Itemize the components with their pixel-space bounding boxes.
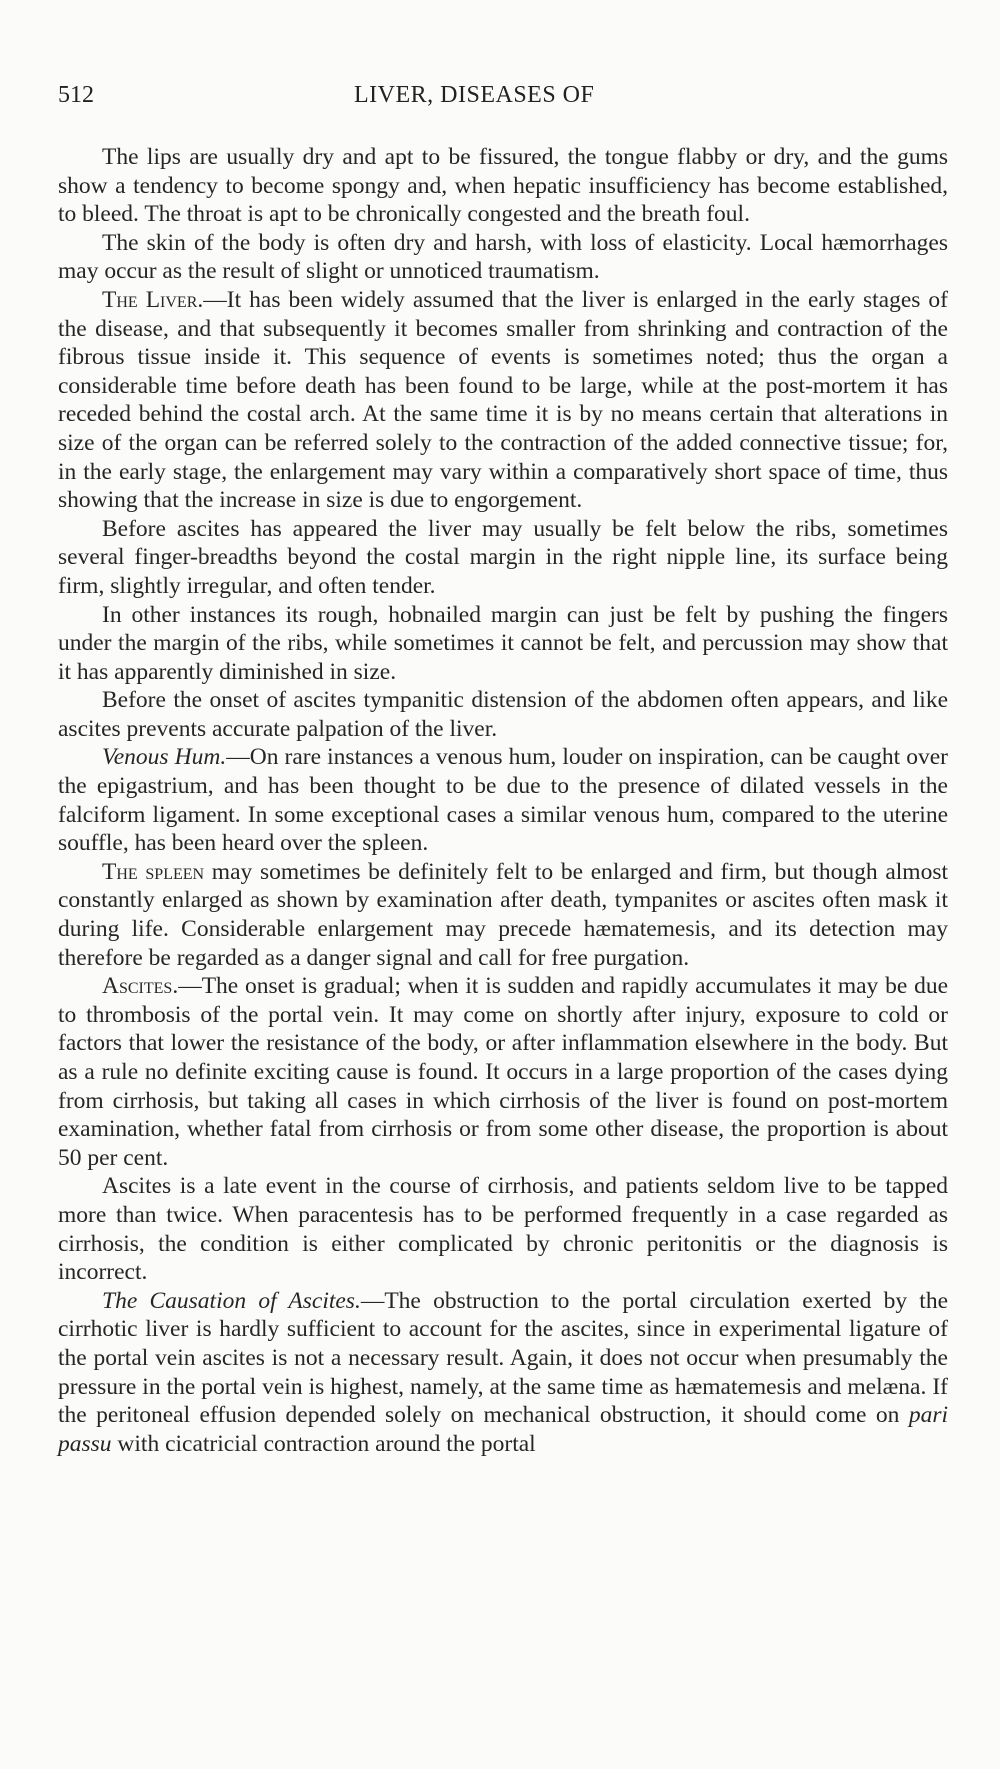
section-heading: The Liver. <box>102 286 204 313</box>
paragraph <box>58 286 948 515</box>
paragraph <box>58 858 948 972</box>
paragraph <box>58 601 948 687</box>
paragraph <box>58 515 948 601</box>
paragraph-text: Before ascites has appeared the liver may usually be felt below the ribs, sometimes several finger-breadths beyond the costal margin in the right nipple line, its surface being firm, slightly irregular, and often tender. <box>58 515 948 599</box>
latin-phrase: pari passu <box>58 1402 948 1457</box>
section-heading: Ascites. <box>102 973 179 1000</box>
section-heading: The Causation of Ascites. <box>102 1287 361 1314</box>
paragraph-text: may sometimes be definitely felt to be enlarged and firm, but though almost constantly enlarged as shown by examination after death, tympanites or ascites often mask it during life. Considerable enlargement may precede hæmatemesis, and its detection may therefore be regarded as a danger signal and call for free purgation. <box>58 858 948 971</box>
paragraph-text: —The obstruction to the portal circulation exerted by the cirrhotic liver is hardly sufficient to account for the ascites, since in experimental ligature of the portal vein ascites is not a necessary result. Again, it does not occur when presumably the pressure in the portal vein is highest, namely, at the same time as hæmatemesis and melæna. If the peritoneal effusion depended solely on mechanical obstruction, it should come on <box>58 1287 948 1429</box>
page-header <box>58 82 948 122</box>
section-heading: The spleen <box>102 858 205 885</box>
paragraph <box>58 143 948 229</box>
paragraph-text: —The onset is gradual; when it is sudden and rapidly accumulates it may be due to thrombosis of the portal vein. It may come on shortly after injury, exposure to cold or factors that lower the resistance of the body, or after inflammation elsewhere in the body. But as a rule no definite exciting cause is found. It occurs in a large proportion of the cases dying from cirrhosis, but taking all cases in which cirrhosis of the liver is found on post-mortem examination, whether fatal from cirrhosis or from some other disease, the proportion is about 50 per cent. <box>58 973 948 1171</box>
page-number: 512 <box>58 82 94 108</box>
paragraph-text: —On rare instances a venous hum, louder on inspiration, can be caught over the epigastrium, and has been thought to be due to the presence of dilated vessels in the falciform ligament. In some exceptional cases a similar venous hum, compared to the uterine souffle, has been heard over the spleen. <box>58 744 948 857</box>
paragraph-text: In other instances its rough, hobnailed margin can just be felt by pushing the fingers under the margin of the ribs, while sometimes it cannot be felt, and percussion may show that it has apparently diminished in size. <box>58 601 948 685</box>
paragraph-text: The skin of the body is often dry and harsh, with loss of elasticity. Local hæmorrhages may occur as the result of slight or unnoticed traumatism. <box>58 229 948 285</box>
paragraph-text: with cicatricial contraction around the portal <box>111 1430 536 1457</box>
paragraph-text: The lips are usually dry and apt to be fissured, the tongue flabby or dry, and the gums show a tendency to become spongy and, when hepatic insufficiency has become established, to bleed. The throat is apt to be chronically congested and the breath foul. <box>58 144 948 228</box>
running-head: LIVER, DISEASES OF <box>354 82 595 108</box>
paragraph <box>58 229 948 286</box>
body-text <box>58 143 948 1458</box>
paragraph <box>58 1287 948 1459</box>
section-heading: Venous Hum. <box>102 744 227 771</box>
paragraph-text: —It has been widely assumed that the liver is enlarged in the early stages of the disease, and that subsequently it becomes smaller from shrinking and contraction of the fibrous tissue inside it. This sequence of events is sometimes noted; thus the organ a considerable time before death has been found to be large, while at the post-mortem it has receded behind the costal arch. At the same time it is by no means certain that alterations in size of the organ can be referred solely to the contraction of the added connective tissue; for, in the early stage, the enlargement may vary within a comparatively short space of time, thus showing that the increase in size is due to engorgement. <box>58 286 948 514</box>
paragraph-text: Before the onset of ascites tympanitic distension of the abdomen often appears, and like ascites prevents accurate palpation of the liver. <box>58 687 948 742</box>
paragraph <box>58 1172 948 1286</box>
paragraph <box>58 743 948 857</box>
paragraph <box>58 972 948 1172</box>
paragraph <box>58 686 948 743</box>
paragraph-text: Ascites is a late event in the course of cirrhosis, and patients seldom live to be tapped more than twice. When paracentesis has to be performed frequently in a case regarded as cirrhosis, the condition is either complicated by chronic peritonitis or the diagnosis is incorrect. <box>58 1173 948 1286</box>
